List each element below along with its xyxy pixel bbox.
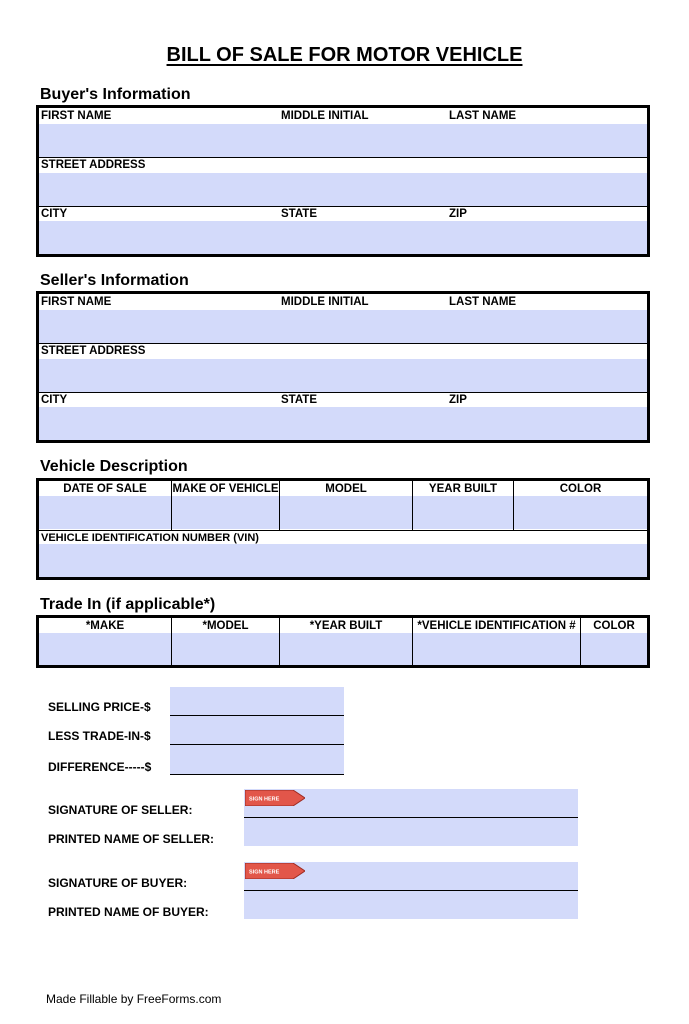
footer-credit: Made Fillable by FreeForms.com	[46, 992, 222, 1006]
trade-in-model-label: *MODEL	[202, 620, 249, 632]
buyer-street-address-field[interactable]	[39, 173, 647, 206]
vehicle-color-label: COLOR	[559, 483, 602, 495]
column-divider	[171, 618, 172, 665]
column-divider	[513, 481, 514, 530]
seller-zip-label: ZIP	[449, 394, 467, 406]
column-divider	[580, 618, 581, 665]
divider	[39, 392, 647, 393]
sign-here-tag-icon[interactable]	[245, 863, 305, 879]
selling-price-label: SELLING PRICE-$	[48, 700, 151, 714]
buyer-printed-name-field[interactable]	[244, 891, 578, 919]
vehicle-model-label: MODEL	[325, 483, 367, 495]
column-divider	[171, 481, 172, 530]
column-divider	[412, 481, 413, 530]
divider	[39, 530, 647, 531]
seller-first-name-label: FIRST NAME	[41, 296, 112, 308]
seller-section-heading: Seller's Information	[40, 272, 189, 289]
buyer-city-state-zip-field[interactable]	[39, 221, 647, 254]
buyer-middle-initial-label: MIDDLE INITIAL	[281, 110, 369, 122]
buyer-city-label: CITY	[41, 208, 68, 220]
sign-here-tag-icon[interactable]	[245, 790, 305, 806]
form-title: BILL OF SALE FOR MOTOR VEHICLE	[166, 44, 523, 66]
buyer-name-field[interactable]	[39, 124, 647, 157]
seller-state-label: STATE	[281, 394, 317, 406]
less-trade-in-label: LESS TRADE-IN-$	[48, 729, 151, 743]
svg-text:SIGN HERE: SIGN HERE	[249, 796, 280, 803]
buyer-first-name-label: FIRST NAME	[41, 110, 112, 122]
difference-label: DIFFERENCE-----$	[48, 760, 152, 774]
trade-in-year-built-label: *YEAR BUILT	[309, 620, 383, 632]
vin-field[interactable]	[39, 544, 647, 577]
divider	[39, 157, 647, 158]
buyer-state-label: STATE	[281, 208, 317, 220]
buyer-section-heading: Buyer's Information	[40, 86, 191, 103]
less-trade-in-input[interactable]	[170, 716, 344, 744]
seller-signature-label: SIGNATURE OF SELLER:	[48, 803, 193, 817]
vehicle-date-of-sale-label: DATE OF SALE	[63, 483, 147, 495]
difference-input[interactable]	[170, 745, 344, 774]
seller-printed-name-field[interactable]	[244, 818, 578, 846]
seller-street-address-label: STREET ADDRESS	[41, 345, 146, 357]
buyer-signature-label: SIGNATURE OF BUYER:	[48, 876, 188, 890]
divider	[39, 206, 647, 207]
svg-text:SIGN HERE: SIGN HERE	[249, 869, 280, 876]
seller-last-name-label: LAST NAME	[449, 296, 517, 308]
seller-city-label: CITY	[41, 394, 68, 406]
trade-in-details-field[interactable]	[39, 633, 647, 665]
seller-name-field[interactable]	[39, 310, 647, 343]
vehicle-make-label: MAKE OF VEHICLE	[172, 483, 279, 495]
column-divider	[412, 618, 413, 665]
buyer-zip-label: ZIP	[449, 208, 467, 220]
trade-in-section-heading: Trade In (if applicable*)	[40, 596, 216, 613]
seller-city-state-zip-field[interactable]	[39, 407, 647, 440]
seller-street-address-field[interactable]	[39, 359, 647, 392]
trade-in-make-label: *MAKE	[85, 620, 125, 632]
column-divider	[279, 618, 280, 665]
seller-printed-name-label: PRINTED NAME OF SELLER:	[48, 832, 215, 846]
vehicle-details-field[interactable]	[39, 496, 647, 529]
divider	[39, 343, 647, 344]
trade-in-box	[36, 615, 650, 668]
selling-price-input[interactable]	[170, 687, 344, 715]
seller-info-box	[36, 291, 650, 443]
trade-in-vin-label: *VEHICLE IDENTIFICATION #	[417, 620, 576, 632]
buyer-street-address-label: STREET ADDRESS	[41, 159, 146, 171]
column-divider	[279, 481, 280, 530]
vehicle-year-built-label: YEAR BUILT	[428, 483, 498, 495]
underline	[170, 774, 344, 775]
trade-in-color-label: COLOR	[593, 620, 635, 632]
seller-middle-initial-label: MIDDLE INITIAL	[281, 296, 369, 308]
buyer-last-name-label: LAST NAME	[449, 110, 517, 122]
vehicle-description-box	[36, 478, 650, 580]
buyer-printed-name-label: PRINTED NAME OF BUYER:	[48, 905, 209, 919]
buyer-info-box	[36, 105, 650, 257]
vin-label: VEHICLE IDENTIFICATION NUMBER (VIN)	[41, 532, 259, 544]
vehicle-section-heading: Vehicle Description	[40, 458, 188, 475]
